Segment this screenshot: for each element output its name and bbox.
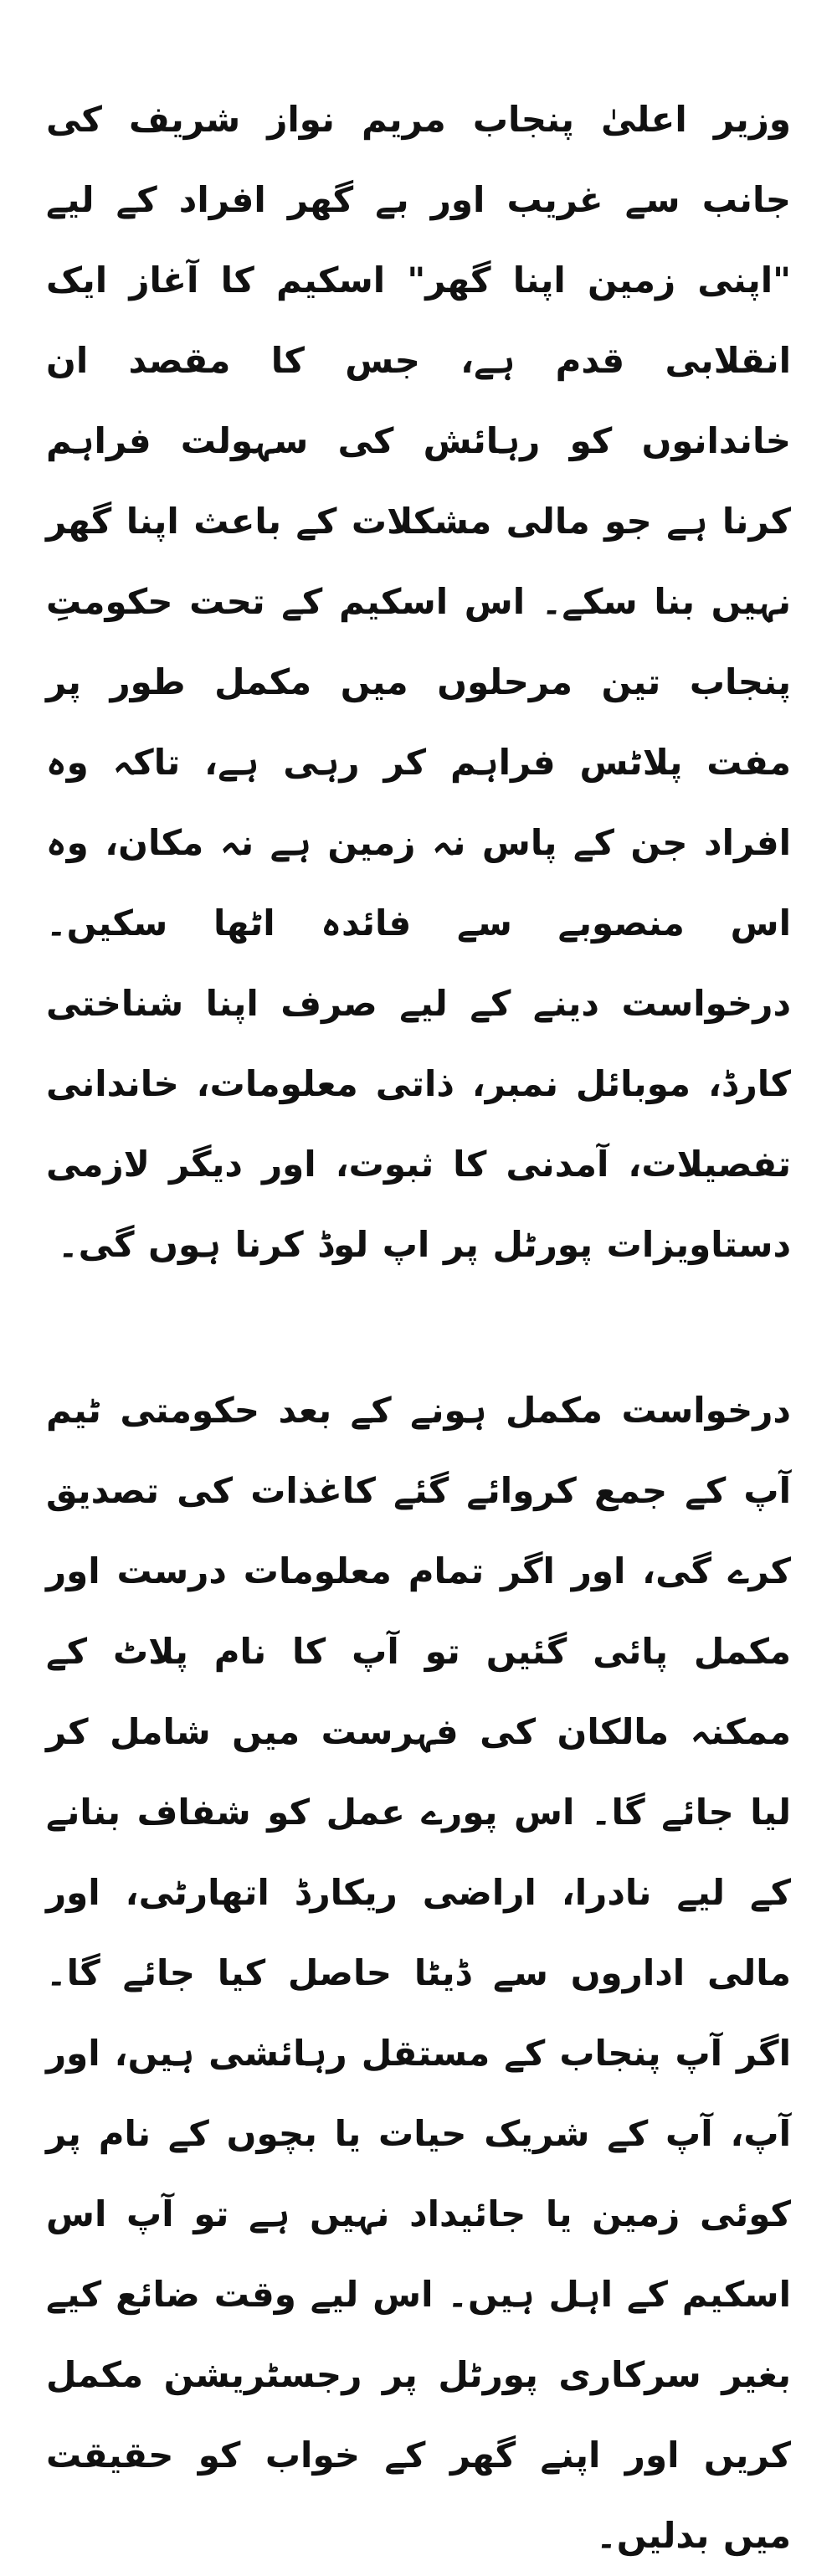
paragraph-verification-eligibility: درخواست مکمل ہونے کے بعد حکومتی ٹیم آپ کے جمع کروائے گئے کاغذات کی تصدیق کرے گی، اور اگر تمام معلومات درست اور مکمل پائی گئیں تو آپ کا نام پلاٹ کے ممکنہ مالکان کی فہرست میں شامل کر لیا جائے گا۔ اس پورے عمل کو شفاف بنانے کے لیے نادرا، اراضی ریکارڈ اتھارٹی، اور مالی اداروں سے ڈیٹا حاصل کیا جائے گا۔ اگر آپ پنجاب کے مستقل رہائشی ہیں، اور آپ، آپ کے شریک حیات یا بچوں کے نام پر کوئی زمین یا جائیداد نہیں ہے تو آپ اس اسکیم کے اہل ہیں۔ اس لیے وقت ضائع کیے بغیر سرکاری پورٹل پر رجسٹریشن مکمل کریں اور اپنے گھر کے خواب کو حقیقت میں بدلیں۔: [46, 1390, 791, 2556]
paragraph-scheme-introduction: وزیر اعلیٰ پنجاب مریم نواز شریف کی جانب سے غریب اور بے گھر افراد کے لیے "اپنی زمین اپنا گھر" اسکیم کا آغاز ایک انقلابی قدم ہے، جس کا مقصد ان خاندانوں کو رہائش کی سہولت فراہم کرنا ہے جو مالی مشکلات کے باعث اپنا گھر نہیں بنا سکے۔ اس اسکیم کے تحت حکومتِ پنجاب تین مرحلوں میں مکمل طور پر مفت پلاٹس فراہم کر رہی ہے، تاکہ وہ افراد جن کے پاس نہ زمین ہے نہ مکان، وہ اس منصوبے سے فائدہ اٹھا سکیں۔ درخواست دینے کے لیے صرف اپنا شناختی کارڈ، موبائل نمبر، ذاتی معلومات، خاندانی تفصیلات، آمدنی کا ثبوت، اور دیگر لازمی دستاویزات پورٹل پر اپ لوڈ کرنا ہوں گی۔: [46, 99, 791, 1265]
